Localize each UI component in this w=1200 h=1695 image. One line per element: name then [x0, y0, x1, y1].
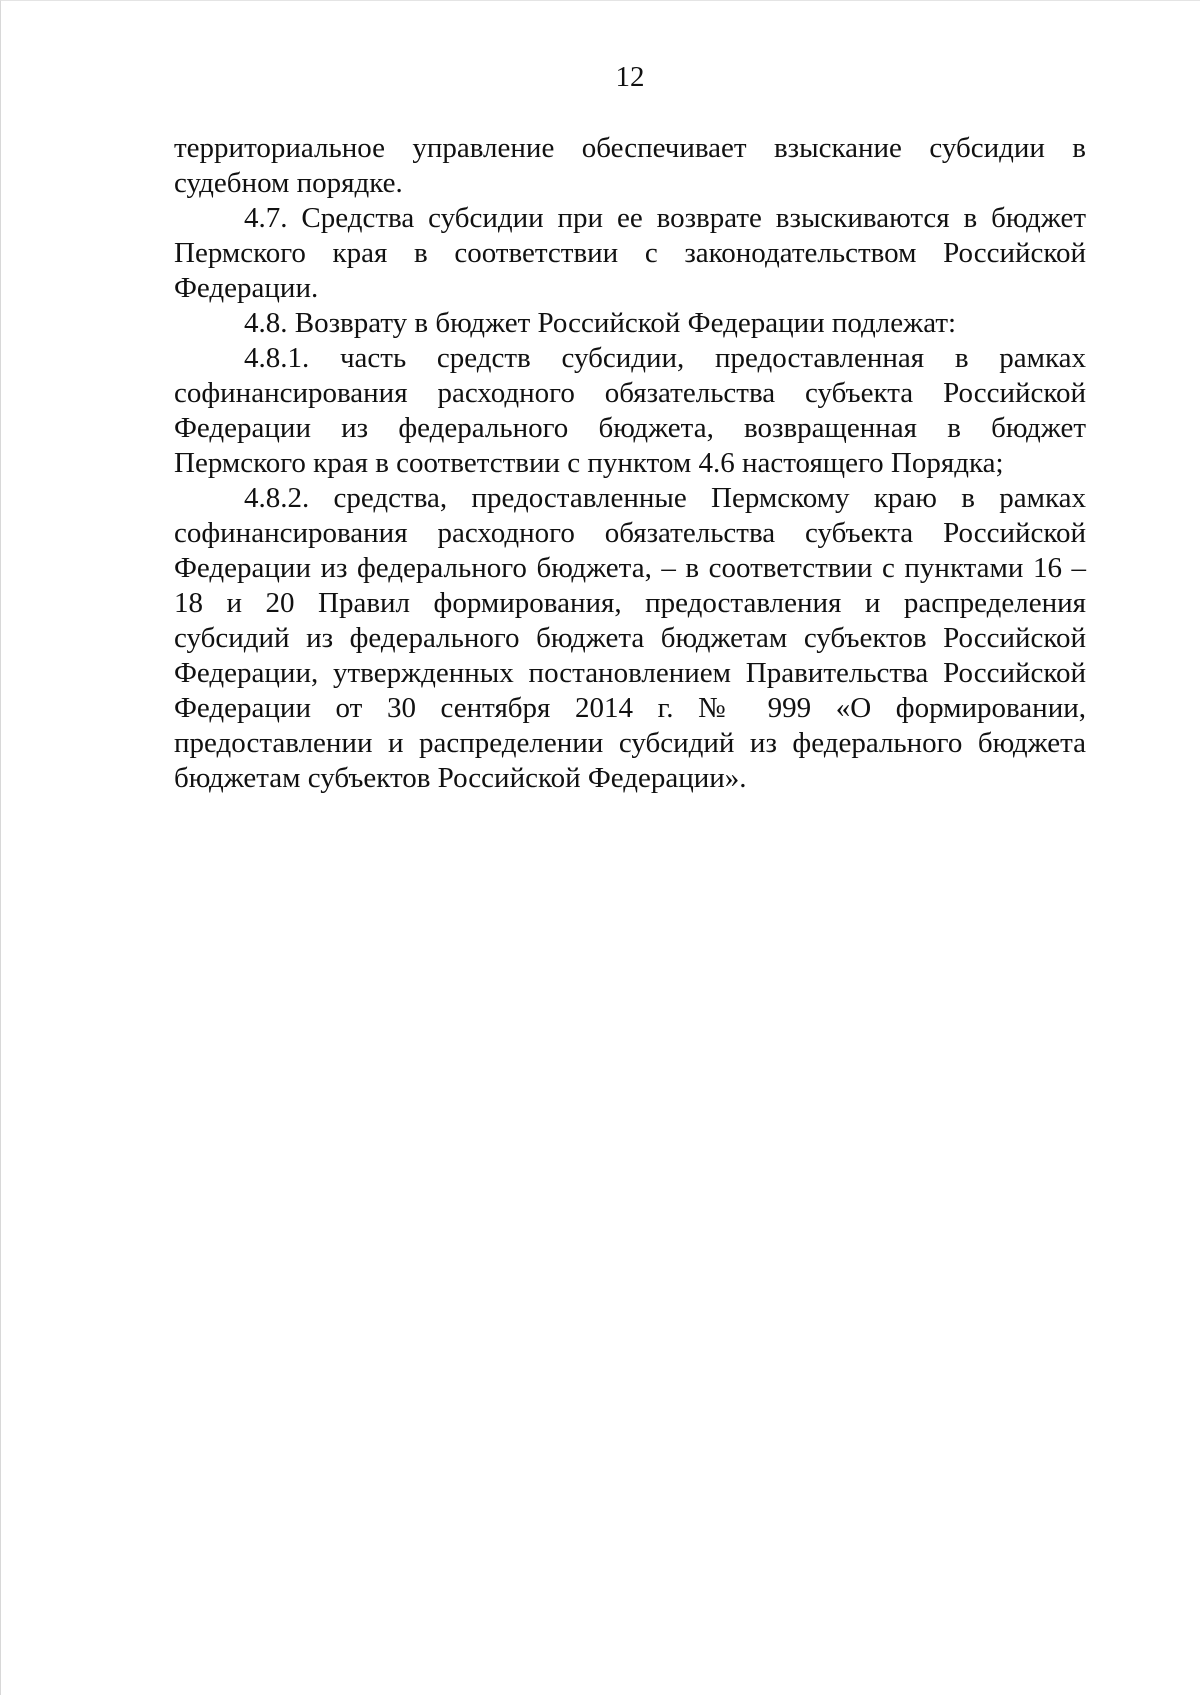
paragraph-continuation: территориальное управление обеспечивает взыскание субсидии в судебном порядке.	[174, 132, 1086, 199]
paragraph-4-7: 4.7. Средства субсидии при ее возврате взыскиваются в бюджет Пермского края в соответствии с законодательством Российской Федерации.	[174, 202, 1086, 304]
paragraph-4-8-1: 4.8.1. часть средств субсидии, предоставленная в рамках софинансирования расходного обязательства субъекта Российской Федерации из федерального бюджета, возвращенная в бюджет Пермского края в соответствии с пунктом 4.6 настоящего Порядка;	[174, 342, 1086, 479]
paragraph-4-8: 4.8. Возврату в бюджет Российской Федерации подлежат:	[244, 307, 957, 339]
document-body	[174, 131, 1086, 796]
page-number: 12	[615, 61, 645, 93]
paragraph-4-8-2: 4.8.2. средства, предоставленные Пермскому краю в рамках софинансирования расходного обязательства субъекта Российской Федерации из федерального бюджета, – в соответствии с пунктами 16 – 18 и 20 Правил формирования, предоставления и распределения субсидий из федерального бюджета бюджетам субъектов Российской Федерации, утвержденных постановлением Правительства Российской Федерации от 30 сентября 2014 г. № 999 «О формировании, предоставлении и распределении субсидий из федерального бюджета бюджетам субъектов Российской Федерации».	[174, 482, 1086, 794]
